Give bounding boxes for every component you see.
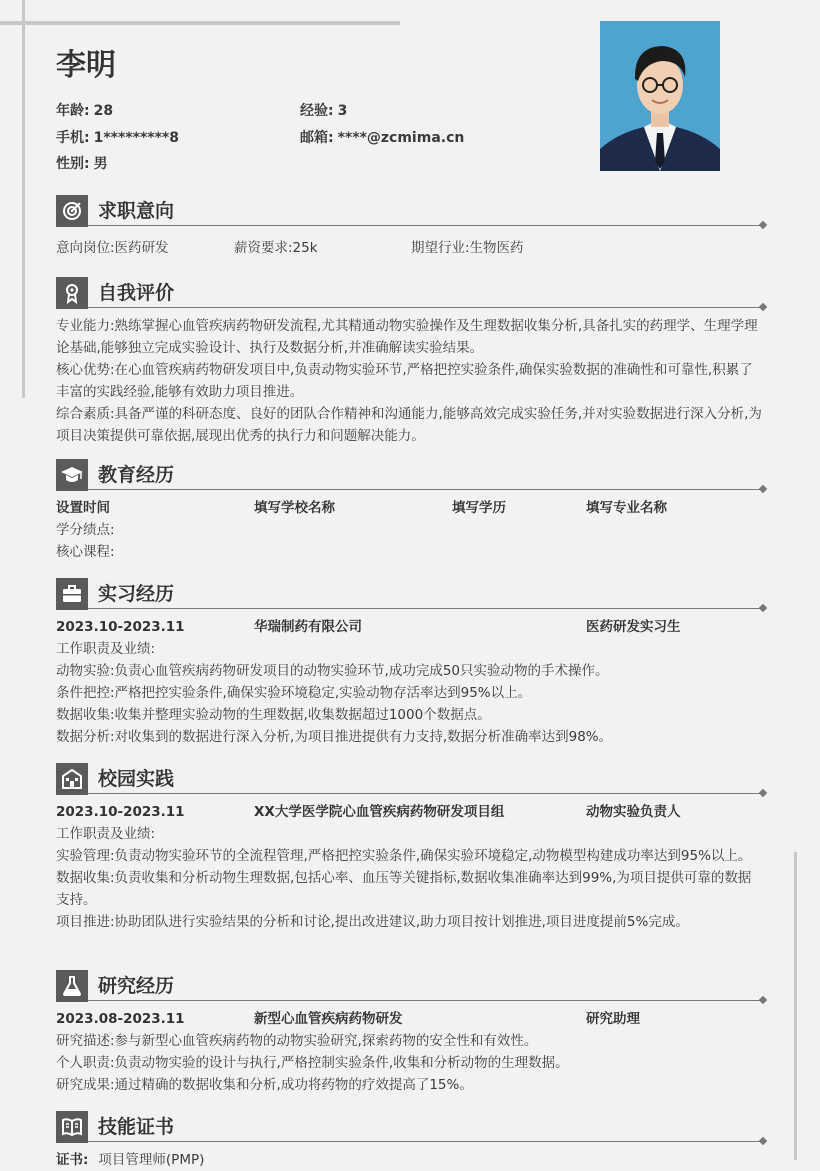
intern-duty-line: 数据收集:收集并整理实验动物的生理数据,收集数据超过1000个数据点。	[56, 707, 491, 723]
section-divider	[88, 1141, 764, 1142]
section-internship	[56, 578, 764, 748]
edu-school: 填写学校名称	[254, 500, 335, 516]
research-time: 2023.08-2023.11	[56, 1011, 185, 1027]
exp-value: 3	[337, 103, 348, 119]
campus-entry-header	[56, 801, 764, 823]
section-title: 教育经历	[98, 464, 175, 486]
campus-role: 动物实验负责人	[586, 804, 681, 820]
section-self-evaluation	[56, 277, 764, 447]
section-divider	[88, 1000, 764, 1001]
award-icon	[56, 277, 88, 309]
expected-industry: 期望行业:生物医药	[411, 240, 524, 256]
section-campus-practice	[56, 763, 764, 933]
section-title: 研究经历	[98, 975, 175, 997]
cert-value: 项目管理师(PMP)	[98, 1152, 205, 1168]
campus-org: XX大学医学院心血管疾病药物研发项目组	[254, 804, 505, 820]
intended-position: 意向岗位:医药研发	[56, 240, 169, 256]
duty-label: 工作职责及业绩:	[56, 641, 156, 657]
school-building-icon	[56, 763, 88, 795]
education-entry-header	[56, 497, 764, 519]
age-value: 28	[93, 103, 114, 119]
research-line: 研究描述:参与新型心血管疾病药物的动物实验研究,探索药物的安全性和有效性。	[56, 1033, 538, 1049]
edu-degree: 填写学历	[452, 500, 506, 516]
section-title: 自我评价	[98, 282, 175, 304]
gender-value: 男	[93, 156, 108, 172]
gender-label: 性别:	[56, 156, 90, 172]
intern-duty-line: 条件把控:严格把控实验条件,确保实验环境稳定,实验动物存活率达到95%以上。	[56, 685, 532, 701]
edu-courses: 核心课程:	[56, 544, 115, 560]
profile-photo	[600, 21, 720, 171]
intern-role: 医药研发实习生	[586, 619, 681, 635]
phone-value: 1*********8	[93, 129, 179, 146]
research-project: 新型心血管疾病药物研发	[254, 1011, 403, 1027]
cert-label: 证书:	[56, 1152, 89, 1168]
section-divider	[88, 608, 764, 609]
campus-duty-line: 数据收集:负责收集和分析动物生理数据,包括心率、血压等关键指标,数据收集准确率达到99%,为项目提供可靠的数据支持。	[56, 870, 752, 908]
section-divider	[88, 489, 764, 490]
book-icon	[56, 1111, 88, 1143]
email-label: 邮箱:	[300, 129, 334, 146]
campus-time: 2023.10-2023.11	[56, 804, 185, 820]
section-title: 技能证书	[98, 1116, 175, 1138]
job-intent-row	[56, 237, 764, 259]
section-education	[56, 459, 764, 563]
section-divider	[88, 307, 764, 308]
decor-vertical-line-left	[22, 0, 25, 398]
section-header	[56, 195, 764, 227]
section-header	[56, 1111, 764, 1143]
candidate-name: 李明	[56, 48, 116, 83]
intern-duty-line: 动物实验:负责心血管疾病药物研发项目的动物实验环节,成功完成50只实验动物的手术操作。	[56, 663, 609, 679]
info-row	[56, 100, 576, 127]
flask-icon	[56, 970, 88, 1002]
research-line: 个人职责:负责动物实验的设计与执行,严格控制实验条件,收集和分析动物的生理数据。	[56, 1055, 569, 1071]
section-header	[56, 459, 764, 491]
duty-label: 工作职责及业绩:	[56, 826, 156, 842]
campus-duty-line: 实验管理:负责动物实验环节的全流程管理,严格把控实验条件,确保实验环境稳定,动物模型构建成功率达到95%以上。	[56, 848, 752, 864]
section-title: 校园实践	[98, 768, 175, 790]
section-title: 求职意向	[98, 200, 175, 222]
section-header	[56, 763, 764, 795]
section-research	[56, 970, 764, 1096]
phone-label: 手机:	[56, 129, 90, 146]
cert-row	[56, 1149, 764, 1171]
exp-label: 经验:	[300, 103, 334, 119]
research-entry-header	[56, 1008, 764, 1030]
intern-company: 华瑞制药有限公司	[254, 619, 362, 635]
self-eval-paragraph: 核心优势:在心血管疾病药物研发项目中,负责动物实验环节,严格把控实验条件,确保实验数据的准确性和可靠性,积累了丰富的实践经验,能够有效助力项目推进。	[56, 362, 753, 400]
research-line: 研究成果:通过精确的数据收集和分析,成功将药物的疗效提高了15%。	[56, 1077, 473, 1093]
intern-duty-line: 数据分析:对收集到的数据进行深入分析,为项目推进提供有力支持,数据分析准确率达到98%。	[56, 729, 613, 745]
self-eval-paragraph: 综合素质:具备严谨的科研态度、良好的团队合作精神和沟通能力,能够高效完成实验任务,并对实验数据进行深入分析,为项目决策提供可靠依据,展现出优秀的执行力和问题解决能力。	[56, 406, 762, 444]
internship-entry-header	[56, 616, 764, 638]
campus-duty-line: 项目推进:协助团队进行实验结果的分析和讨论,提出改进建议,助力项目按计划推进,项目进度提前5%完成。	[56, 914, 689, 930]
section-divider	[88, 225, 764, 226]
email-value: ****@zcmima.cn	[337, 129, 465, 146]
section-title: 实习经历	[98, 583, 175, 605]
info-row	[56, 153, 576, 180]
salary-expectation: 薪资要求:25k	[234, 240, 318, 256]
research-role: 研究助理	[586, 1011, 640, 1027]
age-label: 年龄:	[56, 103, 90, 119]
edu-time: 设置时间	[56, 500, 110, 516]
decor-horizontal-line-top	[0, 21, 400, 25]
graduation-cap-icon	[56, 459, 88, 491]
decor-vertical-line-right	[794, 852, 797, 1160]
target-icon	[56, 195, 88, 227]
edu-gpa: 学分绩点:	[56, 522, 115, 538]
self-eval-paragraph: 专业能力:熟练掌握心血管疾病药物研发流程,尤其精通动物实验操作及生理数据收集分析,具备扎实的药理学、生理学理论基础,能够独立完成实验设计、执行及数据分析,并准确解读实验结果。	[56, 318, 758, 356]
section-header	[56, 578, 764, 610]
briefcase-icon	[56, 578, 88, 610]
section-skills	[56, 1111, 764, 1171]
section-header	[56, 970, 764, 1002]
section-divider	[88, 793, 764, 794]
basic-info	[56, 100, 576, 180]
edu-major: 填写专业名称	[586, 500, 667, 516]
section-header	[56, 277, 764, 309]
intern-time: 2023.10-2023.11	[56, 619, 185, 635]
info-row	[56, 127, 576, 154]
section-job-intent	[56, 195, 764, 259]
